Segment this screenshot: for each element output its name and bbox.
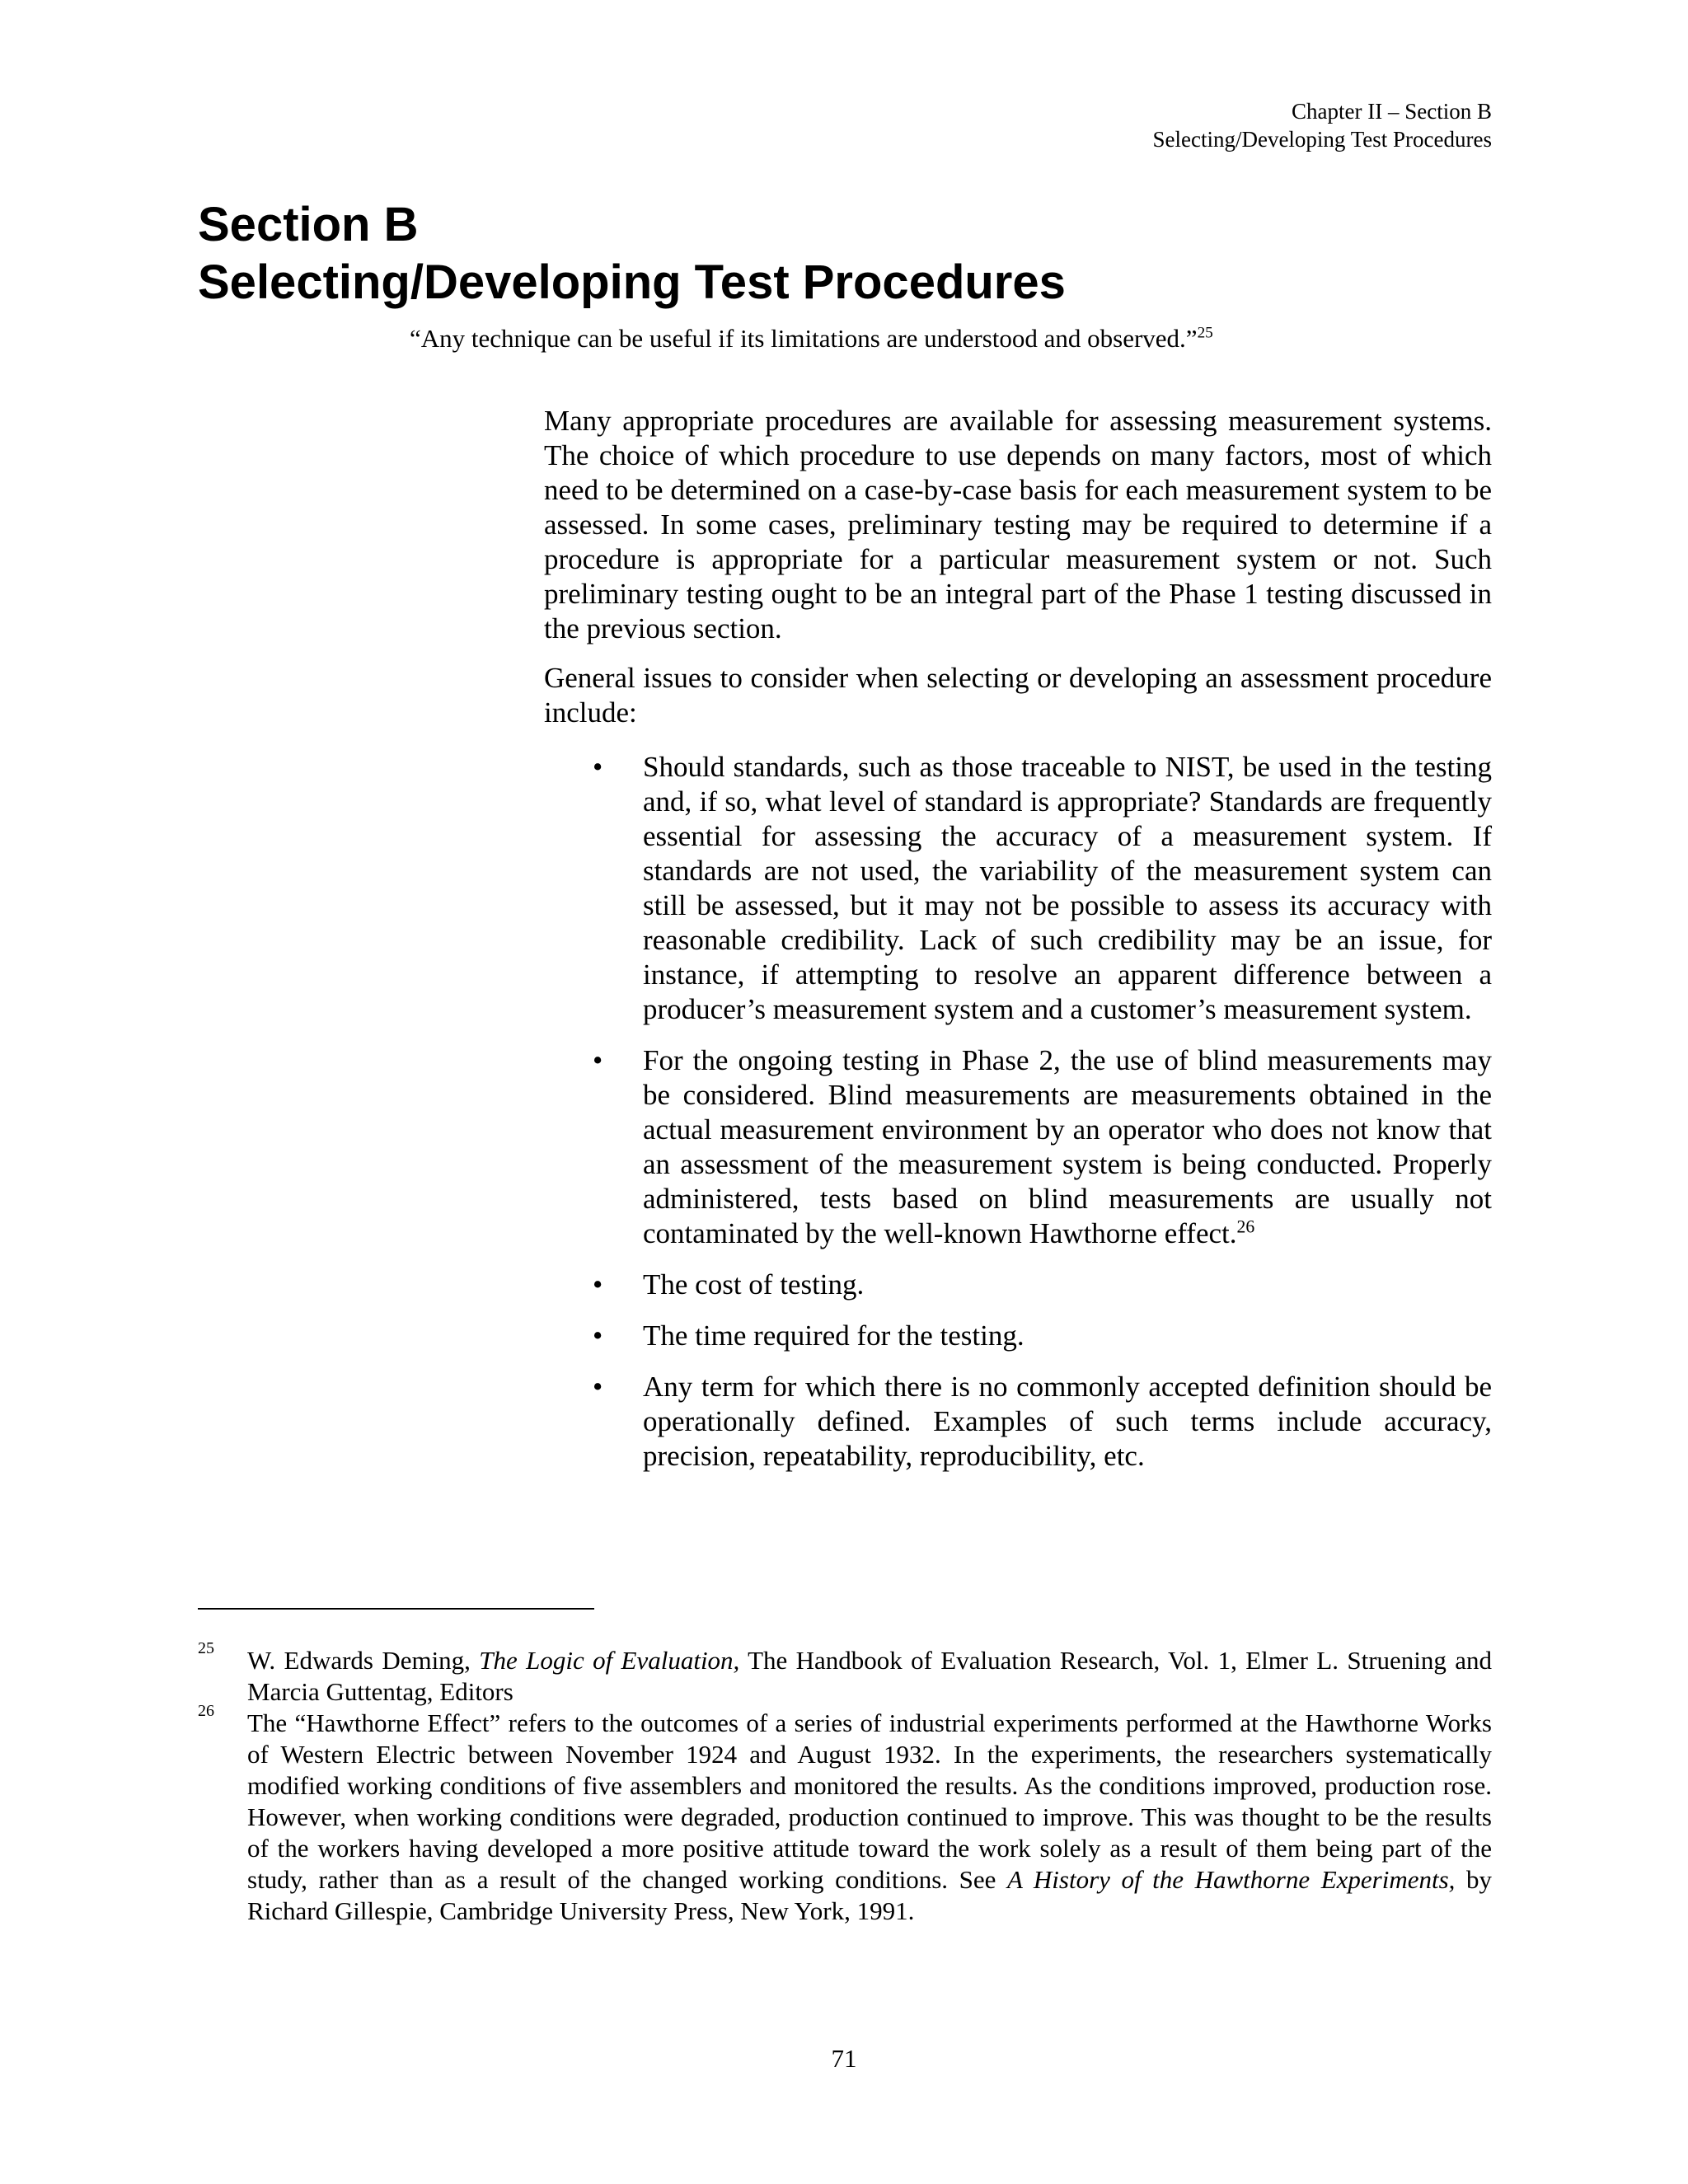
running-header-section: Selecting/Developing Test Procedures [1152, 127, 1492, 152]
bullet-icon: • [593, 1268, 603, 1301]
epigraph-quote [410, 323, 1213, 354]
footnotes [198, 1639, 1492, 1927]
list-item-text: The cost of testing. [643, 1268, 865, 1301]
issues-intro-paragraph: General issues to consider when selecting or developing an assessment procedure include: [544, 662, 1492, 729]
running-header [1152, 97, 1492, 153]
footnote-cited-title: A History of the Hawthorne Experiments, [1006, 1865, 1456, 1894]
list-item-text: Should standards, such as those traceable to NIST, be used in the testing and, if so, what level of standard is appropriate? Standards are frequently essential for assessing the accuracy of a measurement system. If standards are not used, the variability of the measurement system can still be assessed, but it may not be possible to assess its accuracy with reasonable credibility. Lack of such credibility may be an issue, for instance, if attempting to resolve an apparent difference between a producer’s measurement system and a customer’s measurement system. [643, 751, 1492, 1025]
bullet-icon: • [593, 1319, 603, 1352]
bullet-icon: • [593, 1044, 603, 1076]
list-item-text: For the ongoing testing in Phase 2, the use of blind measurements may be considered. Blind measurements are measurements obtained in the actual measurement environment by an operator who does not know that an assessment of the measurement system is being conducted. Properly administered, tests based on blind measurements are usually not contaminated by the well-known Hawthorne effect. [643, 1044, 1492, 1249]
footnote-text-post: The Handbook of Evaluation Research, Vol. 1, Elmer L. Struening and Marcia Guttentag, Editors [247, 1646, 1492, 1706]
footnote-26 [198, 1702, 1492, 1927]
footnote-text-pre: The “Hawthorne Effect” refers to the outcomes of a series of industrial experiments performed at the Hawthorne Works of Western Electric between November 1924 and August 1932. In the experiments, the researchers systematically modified working conditions of five assemblers and monitored the results. As the conditions improved, production rose. However, when working conditions were degraded, production continued to improve. This was thought to be the results of the workers having developed a more positive attitude toward the work solely as a result of them being part of the study, rather than as a result of the changed working conditions. See [247, 1708, 1492, 1894]
list-item-text: The time required for the testing. [643, 1319, 1025, 1352]
footnote-cited-title: The Logic of Evaluation, [479, 1646, 740, 1675]
footnote-25 [198, 1639, 1492, 1708]
bullet-icon: • [593, 751, 603, 783]
list-item [544, 1268, 1492, 1302]
body-text [544, 404, 1492, 1490]
footnote-ref-25[interactable]: 25 [1197, 324, 1213, 342]
list-item [544, 750, 1492, 1027]
section-title [198, 196, 1066, 312]
footnote-text-post: by Richard Gillespie, Cambridge University Press, New York, 1991. [247, 1865, 1492, 1925]
intro-paragraph: Many appropriate procedures are available for assessing measurement systems. The choice of which procedure to use depends on many factors, most of which need to be determined on a case-by-case basis for each measurement system to be assessed. In some cases, preliminary testing may be required to determine if a procedure is appropriate for a particular measurement system or not. Such preliminary testing ought to be an integral part of the Phase 1 testing discussed in the previous section. [544, 405, 1492, 644]
page-number: 71 [831, 2044, 857, 2073]
footnote-ref-26[interactable]: 26 [1236, 1216, 1255, 1237]
bullet-icon: • [593, 1371, 603, 1403]
footnote-number: 26 [198, 1702, 214, 1720]
footnote-number: 25 [198, 1639, 214, 1657]
list-item [544, 1319, 1492, 1353]
section-title-line2: Selecting/Developing Test Procedures [198, 255, 1066, 309]
list-item-text: Any term for which there is no commonly accepted definition should be operationally defined. Examples of such terms include accuracy, precision, repeatability, reproducibility, etc. [643, 1371, 1492, 1472]
running-header-chapter: Chapter II – Section B [1292, 99, 1492, 124]
list-item [544, 1370, 1492, 1474]
section-title-line1: Section B [198, 198, 419, 251]
footnote-text-pre: W. Edwards Deming, [247, 1646, 480, 1675]
list-item [544, 1043, 1492, 1251]
footnote-divider [198, 1608, 594, 1610]
issues-list [544, 750, 1492, 1474]
epigraph-text: “Any technique can be useful if its limitations are understood and observed.” [410, 324, 1198, 353]
